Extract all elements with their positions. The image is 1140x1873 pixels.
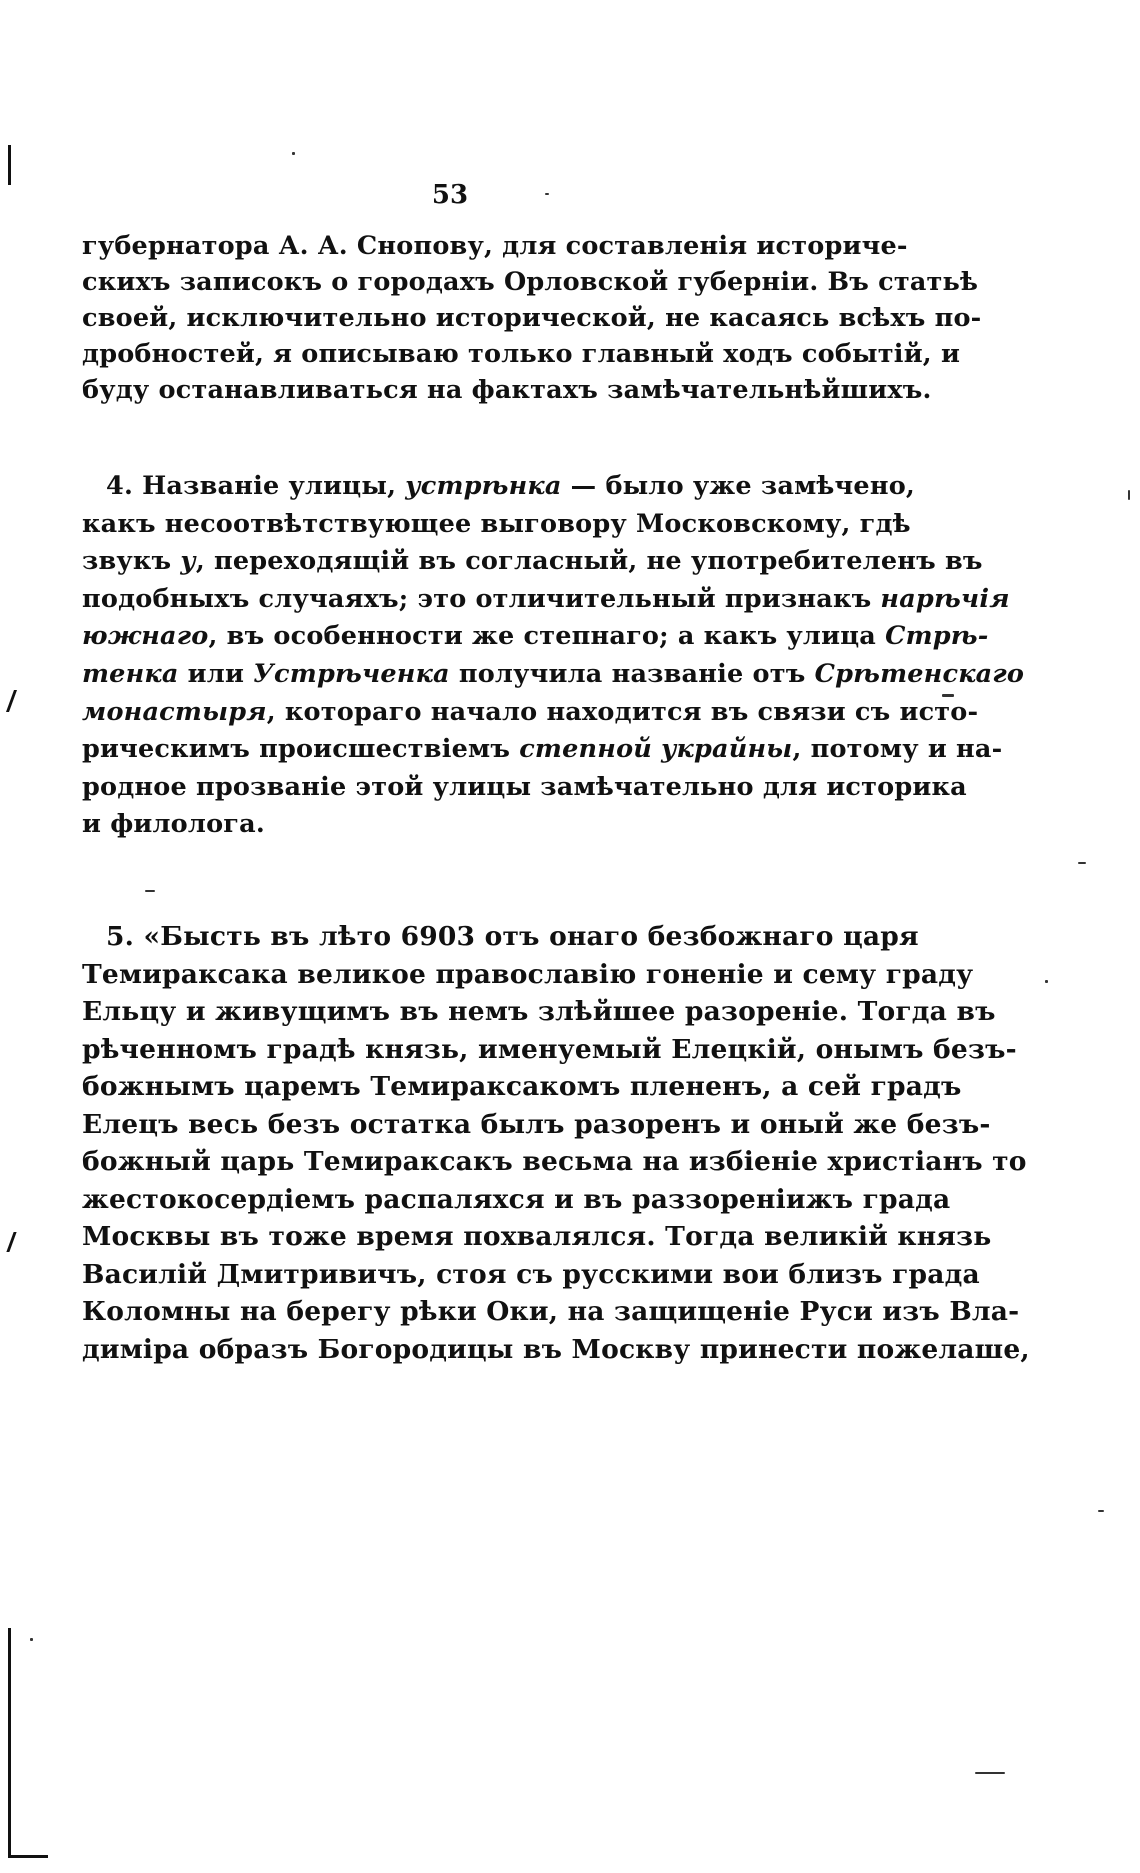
- paragraph-1-line: своей, исключительно исторической, не касаясь всѣхъ по-: [82, 303, 982, 333]
- binding-edge-mark: [8, 1855, 48, 1858]
- text-run: — было уже замѣчено,: [561, 471, 915, 501]
- paragraph-3: [82, 918, 1030, 1368]
- paragraph-2-line: [82, 618, 989, 656]
- binding-edge-mark: [8, 145, 11, 185]
- binding-edge-mark: [6, 1232, 16, 1252]
- paragraph-1: [82, 228, 982, 408]
- paragraph-3-line: жестокосердіемъ распаляхся и въ раззореніижъ града: [82, 1183, 951, 1215]
- italic-term: Срѣтенскаго: [814, 658, 1025, 689]
- scan-speck: [145, 890, 155, 892]
- scan-speck: [1098, 1510, 1104, 1512]
- text-run: подобныхъ случаяхъ; это отличительный признакъ: [82, 583, 881, 614]
- italic-term: степной украйны: [519, 734, 793, 765]
- text-run: , въ особенности же степнаго; а какъ улица: [208, 621, 886, 652]
- paragraph-3-line: Василій Дмитривичъ, стоя съ русскими вои близъ града: [82, 1258, 980, 1290]
- paragraph-2-line: и филолога.: [82, 809, 265, 840]
- paragraph-1-line: буду останавливаться на фактахъ замѣчательнѣйшихъ.: [82, 375, 932, 405]
- binding-edge-mark: [6, 690, 17, 712]
- scan-speck: [1045, 980, 1048, 983]
- paragraph-2-line: [82, 656, 1025, 694]
- paragraph-3-line: Ельцу и живущимъ въ немъ злѣйшее разореніе. Тогда въ: [82, 996, 996, 1027]
- paragraph-2-line: [82, 468, 915, 506]
- paragraph-3-line: божнымъ царемъ Темираксакомъ плененъ, а сей градъ: [82, 1071, 962, 1102]
- italic-term: у: [180, 546, 196, 577]
- scan-speck: [545, 193, 549, 195]
- italic-term: южнаго: [82, 621, 209, 652]
- italic-term: нарѣчія: [880, 583, 1010, 614]
- paragraph-3-line: божный царь Темираксакъ весьма на избіеніе христіанъ то: [82, 1146, 1027, 1177]
- paragraph-2: [82, 468, 1025, 844]
- scan-speck: [30, 1638, 33, 1641]
- italic-term: Стрѣ-: [885, 621, 989, 652]
- paragraph-2-line: [82, 581, 1010, 619]
- paragraph-3-line: 5. «Бысть въ лѣто 6903 отъ онаго безбожнаго царя: [106, 921, 919, 952]
- scan-speck: [292, 152, 295, 155]
- paragraph-3-line: Темираксака великое православію гоненіе и сему граду: [82, 958, 974, 990]
- paragraph-1-line: скихъ записокъ о городахъ Орловской губерніи. Въ статьѣ: [82, 267, 979, 297]
- paragraph-3-line: Елецъ весь безъ остатка былъ разоренъ и оный же безъ-: [82, 1108, 991, 1140]
- page-number: 53: [431, 180, 469, 210]
- paragraph-3-line: диміра образъ Богородицы въ Москву принести пожелаше,: [82, 1333, 1030, 1365]
- paragraph-3-line: Москвы въ тоже время похвалялся. Тогда великій князь: [82, 1221, 992, 1252]
- paragraph-2-line: какъ несоотвѣтствующее выговору Московскому, гдѣ: [82, 508, 911, 539]
- text-run: , переходящій въ согласный, не употребителенъ въ: [195, 546, 983, 577]
- italic-term: устрѣнка: [405, 471, 562, 501]
- text-run: , котораго начало находится въ связи съ исто-: [266, 696, 979, 727]
- scan-speck: [975, 1772, 1005, 1774]
- paragraph-1-line: губернатора А. А. Снопову, для составленія историче-: [82, 231, 908, 261]
- paragraph-2-line: [82, 543, 983, 581]
- italic-term: монастыря: [82, 696, 267, 727]
- scan-speck: [1078, 862, 1086, 864]
- binding-edge-mark: [8, 1628, 11, 1858]
- paragraph-2-line: [82, 694, 979, 732]
- italic-term: Устрѣченка: [253, 658, 450, 689]
- text-run: , потому и на-: [792, 734, 1003, 765]
- italic-term: тенка: [82, 658, 179, 689]
- text-run: получила названіе отъ: [449, 658, 815, 689]
- text-run: звукъ: [82, 546, 181, 577]
- paragraph-3-line: рѣченномъ градѣ князь, именуемый Елецкій, онымъ безъ-: [82, 1033, 1017, 1065]
- paragraph-2-line: родное прозваніе этой улицы замѣчательно для историка: [82, 771, 967, 802]
- paragraph-1-line: дробностей, я описываю только главный ходъ событій, и: [82, 339, 961, 369]
- paragraph-2-line: [82, 731, 1003, 769]
- scan-speck: [1128, 490, 1130, 500]
- scan-speck: [942, 694, 954, 697]
- text-run: или: [178, 658, 254, 689]
- text-run: рическимъ происшествіемъ: [82, 734, 520, 765]
- text-run: 4. Названіе улицы,: [106, 471, 406, 501]
- paragraph-3-line: Коломны на берегу рѣки Оки, на защищеніе Руси изъ Вла-: [82, 1296, 1020, 1327]
